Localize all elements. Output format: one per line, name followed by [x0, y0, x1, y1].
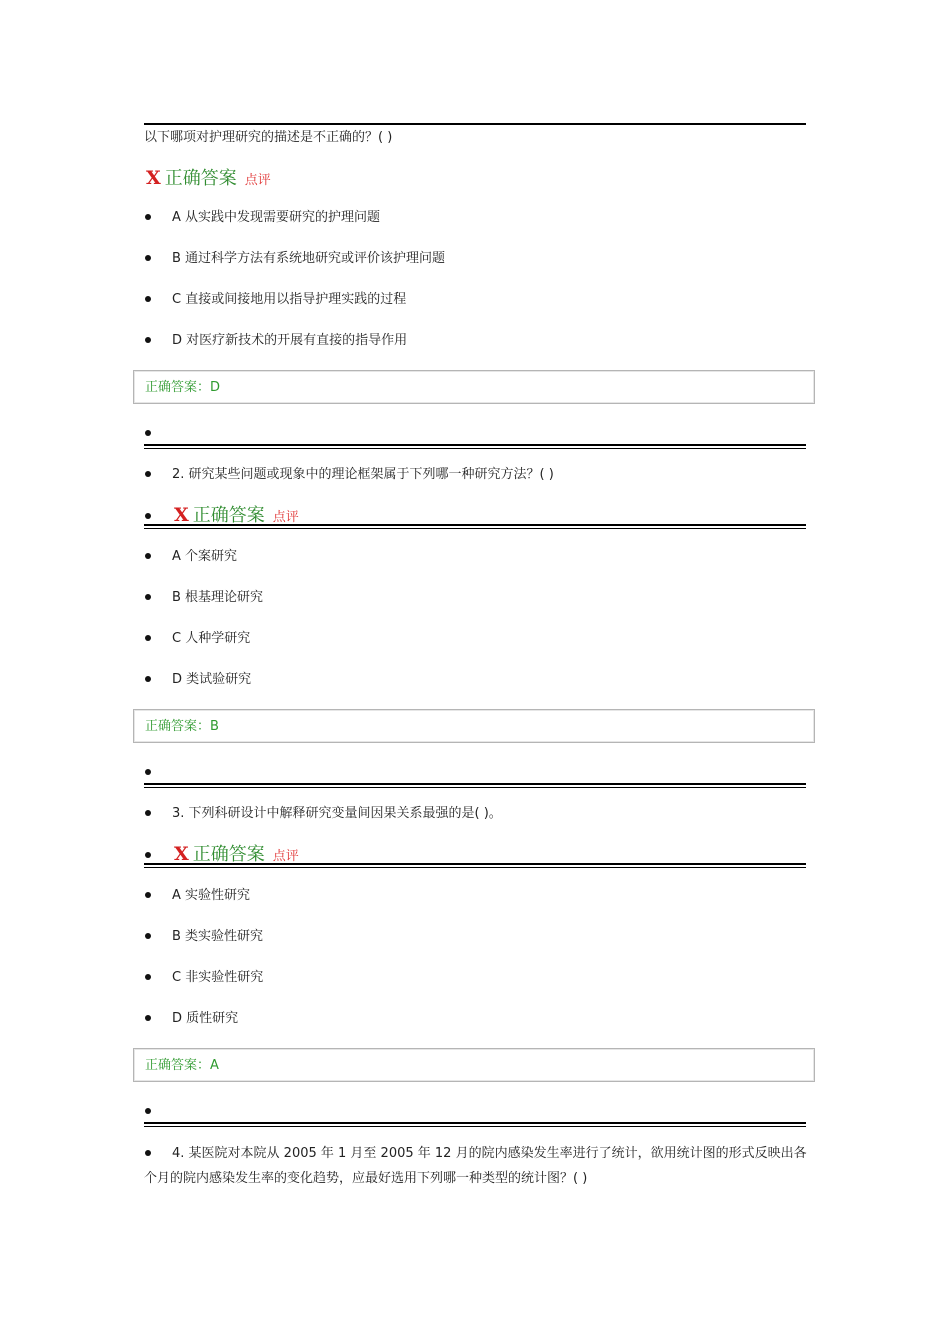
- bullet-icon: [145, 810, 151, 816]
- bullet-icon: [145, 513, 151, 519]
- q2-comment-link[interactable]: 点评: [272, 510, 299, 525]
- q1-option-c[interactable]: C 直接或间接地用以指导护理实践的过程: [172, 292, 407, 307]
- q1-option-d[interactable]: D 对医疗新技术的开展有直接的指导作用: [172, 333, 408, 348]
- q2-mark-title: 正确答案: [192, 505, 265, 526]
- bullet-icon: [145, 471, 151, 477]
- q2-answer-box: [133, 709, 815, 743]
- q3-option-a[interactable]: A 实验性研究: [172, 888, 251, 903]
- bullet-icon: [145, 769, 151, 775]
- q3-stem: 3. 下列科研设计中解释研究变量间因果关系最强的是( )。: [172, 806, 502, 821]
- q3-answer: 正确答案：A: [145, 1058, 219, 1073]
- bullet-icon: [145, 1108, 151, 1114]
- bullet-icon: [145, 676, 151, 682]
- question-divider: [144, 1122, 806, 1124]
- q3-comment-link[interactable]: 点评: [272, 849, 299, 864]
- question-divider: [144, 444, 806, 446]
- question-divider: [144, 524, 806, 526]
- q2-option-d[interactable]: D 类试验研究: [172, 672, 252, 687]
- wrong-x-icon: X: [146, 167, 161, 189]
- bullet-icon: [145, 255, 151, 261]
- top-rule: [144, 123, 806, 125]
- bullet-icon: [145, 933, 151, 939]
- q3-mark-title: 正确答案: [192, 844, 265, 865]
- q2-option-b[interactable]: B 根基理论研究: [172, 590, 264, 605]
- wrong-x-icon: X: [174, 504, 189, 526]
- wrong-x-icon: X: [174, 843, 189, 865]
- q1-comment-link[interactable]: 点评: [244, 173, 271, 188]
- q2-option-a[interactable]: A 个案研究: [172, 549, 238, 564]
- q1-mark-title: 正确答案: [164, 168, 237, 189]
- q2-answer: 正确答案：B: [145, 719, 219, 734]
- bullet-icon: [145, 852, 151, 858]
- q1-answer: 正确答案：D: [145, 380, 221, 395]
- bullet-icon: [145, 892, 151, 898]
- bullet-icon: [145, 974, 151, 980]
- q1-stem: 以下哪项对护理研究的描述是不正确的？( ): [144, 130, 393, 145]
- bullet-icon: [145, 296, 151, 302]
- q1-option-a[interactable]: A 从实践中发现需要研究的护理问题: [172, 210, 381, 225]
- question-divider: [144, 863, 806, 865]
- bullet-icon: [145, 594, 151, 600]
- q3-answer-box: [133, 1048, 815, 1082]
- bullet-icon: [145, 430, 151, 436]
- bullet-icon: [145, 1015, 151, 1021]
- q3-option-b[interactable]: B 类实验性研究: [172, 929, 264, 944]
- question-divider: [144, 783, 806, 785]
- q2-stem: 2. 研究某些问题或现象中的理论框架属于下列哪一种研究方法？( ): [172, 467, 554, 482]
- q2-option-c[interactable]: C 人种学研究: [172, 631, 251, 646]
- bullet-icon: [145, 337, 151, 343]
- bullet-icon: [145, 214, 151, 220]
- q1-result-mark: [146, 168, 271, 191]
- q3-option-c[interactable]: C 非实验性研究: [172, 970, 264, 985]
- q1-option-b[interactable]: B 通过科学方法有系统地研究或评价该护理问题: [172, 251, 446, 266]
- bullet-icon: [145, 553, 151, 559]
- q4-stem: 4. 某医院对本院从 2005 年 1 月至 2005 年 12 月的院内感染发生率进行了统计，欲用统计图的形式反映出各个月的院内感染发生率的变化趋势，应最好选用下列哪一种类型的统计图？( ): [144, 1146, 807, 1186]
- bullet-icon: [145, 635, 151, 641]
- q3-option-d[interactable]: D 质性研究: [172, 1011, 239, 1026]
- q1-answer-box: [133, 370, 815, 404]
